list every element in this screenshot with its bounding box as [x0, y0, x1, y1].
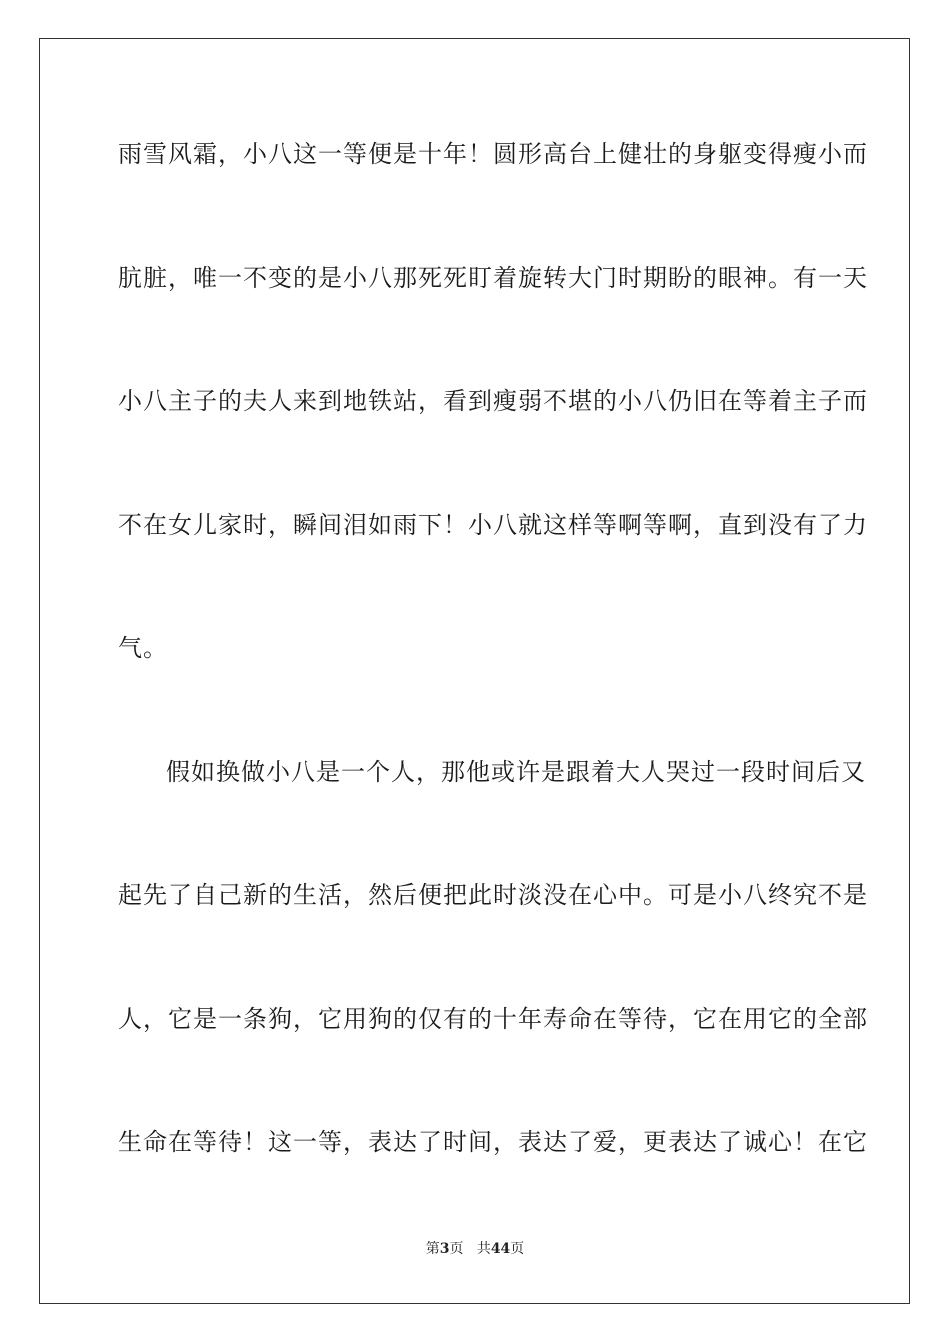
paragraph-line-8: 人，它是一条狗，它用狗的仅有的十年寿命在等待，它在用它的全部	[118, 1005, 868, 1033]
total-suffix: 页	[510, 1241, 525, 1257]
page-suffix: 页	[449, 1241, 464, 1257]
paragraph-line-5: 气。	[118, 634, 168, 662]
paragraph-line-9: 生命在等待！这一等，表达了时间，表达了爱，更表达了诚心！在它	[118, 1128, 868, 1156]
paragraph-line-7: 起先了自己新的生活，然后便把此时淡没在心中。可是小八终究不是	[118, 881, 868, 909]
total-pages: 44	[490, 1241, 511, 1257]
paragraph-line-4: 不在女儿家时，瞬间泪如雨下！小八就这样等啊等啊，直到没有了力	[118, 511, 868, 539]
paragraph-line-2: 肮脏，唯一不变的是小八那死死盯着旋转大门时期盼的眼神。有一天	[118, 264, 868, 292]
paragraph-line-3: 小八主子的夫人来到地铁站，看到瘦弱不堪的小八仍旧在等着主子而	[118, 387, 868, 415]
paragraph-line-6: 假如换做小八是一个人，那他或许是跟着大人哭过一段时间后又	[166, 758, 866, 786]
total-prefix: 共	[476, 1241, 491, 1257]
paragraph-line-1: 雨雪风霜，小八这一等便是十年！圆形高台上健壮的身躯变得瘦小而	[118, 140, 868, 168]
page-footer	[0, 1240, 950, 1258]
page-border	[39, 38, 910, 1304]
page-number: 3	[439, 1241, 450, 1257]
page-prefix: 第	[425, 1241, 440, 1257]
